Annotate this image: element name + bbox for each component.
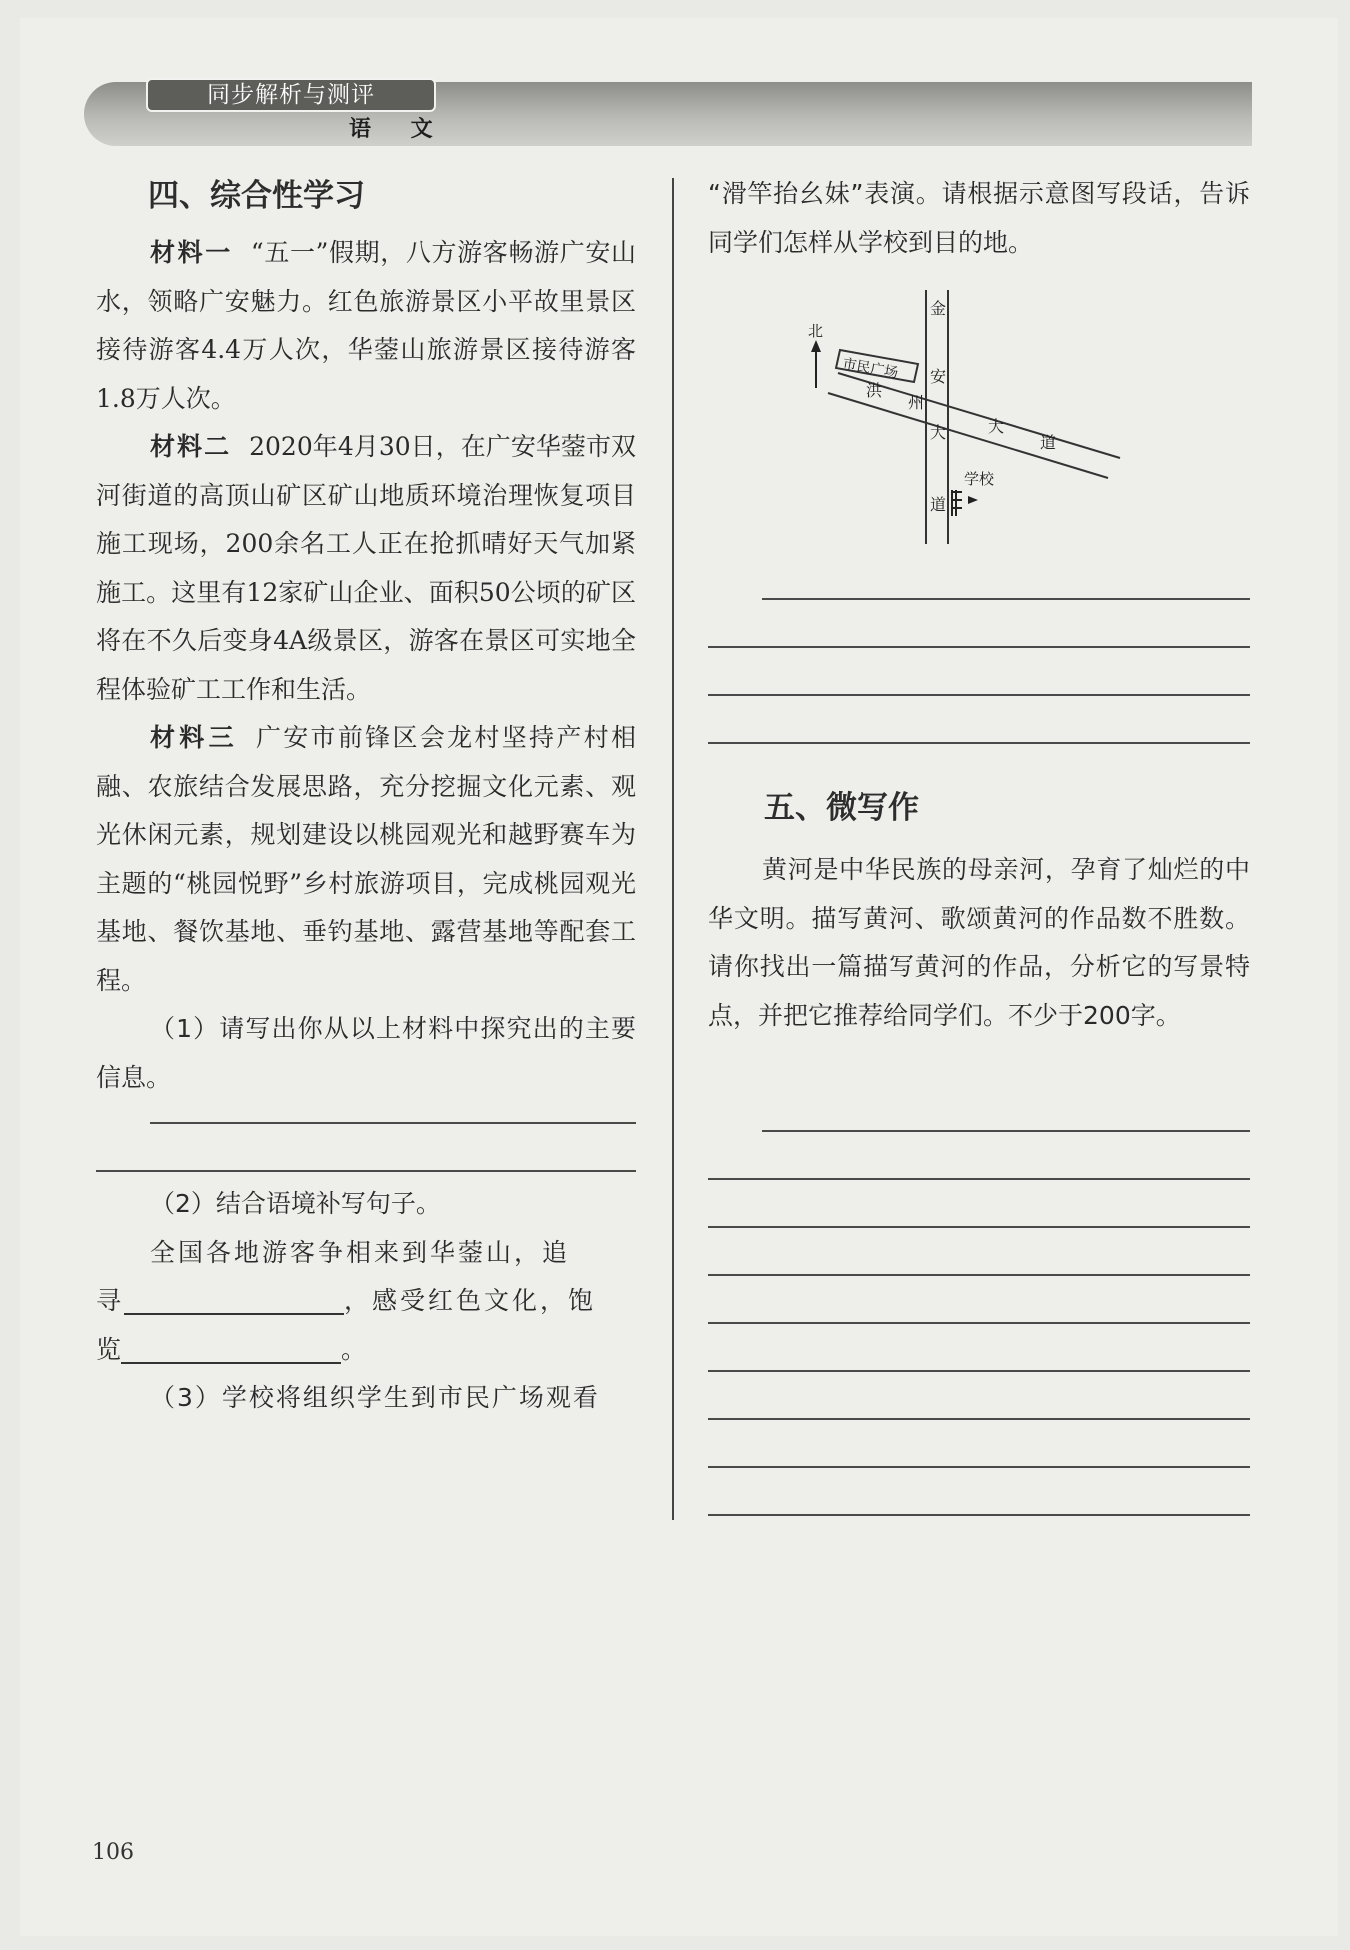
question-2-blanks-2 — [96, 1326, 636, 1375]
question-2-sentence: 全国各地游客争相来到华蓥山，追 — [150, 1237, 571, 1267]
page-header — [84, 78, 1252, 148]
material-1 — [96, 229, 636, 423]
question-3-continued: “滑竿抬幺妹”表演。请根据示意图写段话，告诉同学们怎样从学校到目的地。 — [708, 179, 1250, 257]
section-title-4: 四、综合性学习 — [148, 178, 365, 214]
question-3: （3）学校将组织学生到市民广场观看 — [150, 1383, 600, 1412]
answer-line[interactable] — [708, 1226, 1250, 1228]
hongzhou-road-edge — [828, 393, 1108, 478]
road-char: 安 — [930, 367, 947, 386]
answer-line[interactable] — [708, 1466, 1250, 1468]
answer-line[interactable] — [708, 1418, 1250, 1420]
material-3-text: 广安市前锋区会龙村坚持产村相融、农旅结合发展思路，充分挖掘文化元素、观光休闲元素，规划建设以桃园观光和越野赛车为主题的“桃园悦野”乡村旅游项目，完成桃园观光基地、餐饮基地、垂钓基地、露营基地等配套工程。 — [96, 723, 636, 995]
road-char: 大 — [930, 423, 947, 442]
answer-line[interactable] — [762, 1130, 1250, 1132]
answer-line[interactable] — [762, 598, 1250, 600]
road-char: 道 — [930, 495, 947, 514]
section-title-5: 五、微写作 — [764, 790, 919, 826]
material-3 — [96, 714, 636, 1005]
series-title: 同步解析与测评 — [146, 78, 436, 112]
answer-line[interactable] — [708, 742, 1250, 744]
question-2-blanks — [96, 1277, 636, 1326]
writing-prompt: 黄河是中华民族的母亲河，孕育了灿烂的中华文明。描写黄河、歌颂黄河的作品数不胜数。请你找出一篇描写黄河的作品，分析它的写景特点，并把它推荐给同学们。不少于200字。 — [708, 855, 1250, 1030]
answer-line[interactable] — [708, 1514, 1250, 1516]
road-char: 州 — [908, 393, 925, 412]
answer-line[interactable] — [708, 1322, 1250, 1324]
blank-prefix-2: 览 — [96, 1334, 122, 1364]
material-1-label: 材料一 — [150, 238, 233, 267]
fill-blank-2[interactable] — [121, 1332, 341, 1364]
school-label: 学校 — [964, 470, 995, 488]
road-char: 大 — [988, 417, 1005, 436]
answer-line[interactable] — [708, 1370, 1250, 1372]
material-2 — [96, 423, 636, 714]
road-char: 洪 — [866, 381, 883, 400]
material-2-text: 2020年4月30日，在广安华蓥市双河街道的高顶山矿区矿山地质环境治理恢复项目施工现场，200余名工人正在抢抓晴好天气加紧施工。这里有12家矿山企业、面积50公顷的矿区将在不久后变身4A级景区，游客在景区可实地全程体验矿工工作和生活。 — [96, 432, 636, 704]
question-1: （1）请写出你从以上材料中探究出的主要信息。 — [96, 1014, 636, 1092]
road-char: 道 — [1040, 433, 1057, 452]
plaza-label: 市民广场 — [841, 356, 900, 382]
blank-middle: ，感受红色文化，饱 — [344, 1286, 597, 1315]
page-number: 106 — [92, 1840, 134, 1865]
school-flag-icon — [968, 496, 978, 504]
column-divider — [672, 178, 674, 1520]
route-map — [808, 278, 1138, 548]
material-3-label: 材料三 — [150, 723, 238, 752]
answer-line[interactable] — [708, 646, 1250, 648]
blank-prefix: 寻 — [96, 1286, 125, 1315]
fill-blank-1[interactable] — [124, 1283, 344, 1315]
material-2-label: 材料二 — [150, 432, 232, 461]
answer-line[interactable] — [708, 1274, 1250, 1276]
north-label: 北 — [808, 322, 824, 340]
right-column — [708, 170, 1250, 1030]
left-column — [96, 170, 636, 1423]
blank-end: 。 — [341, 1334, 367, 1364]
answer-line[interactable] — [708, 694, 1250, 696]
material-1-text: “五一”假期，八方游客畅游广安山水，领略广安魅力。红色旅游景区小平故里景区接待游客4.4万人次，华蓥山旅游景区接待游客1.8万人次。 — [96, 238, 636, 413]
question-2: （2）结合语境补写句子。 — [150, 1189, 441, 1218]
answer-line[interactable] — [708, 1178, 1250, 1180]
subject-title: 语 文 — [349, 117, 449, 142]
road-char: 金 — [930, 299, 947, 318]
